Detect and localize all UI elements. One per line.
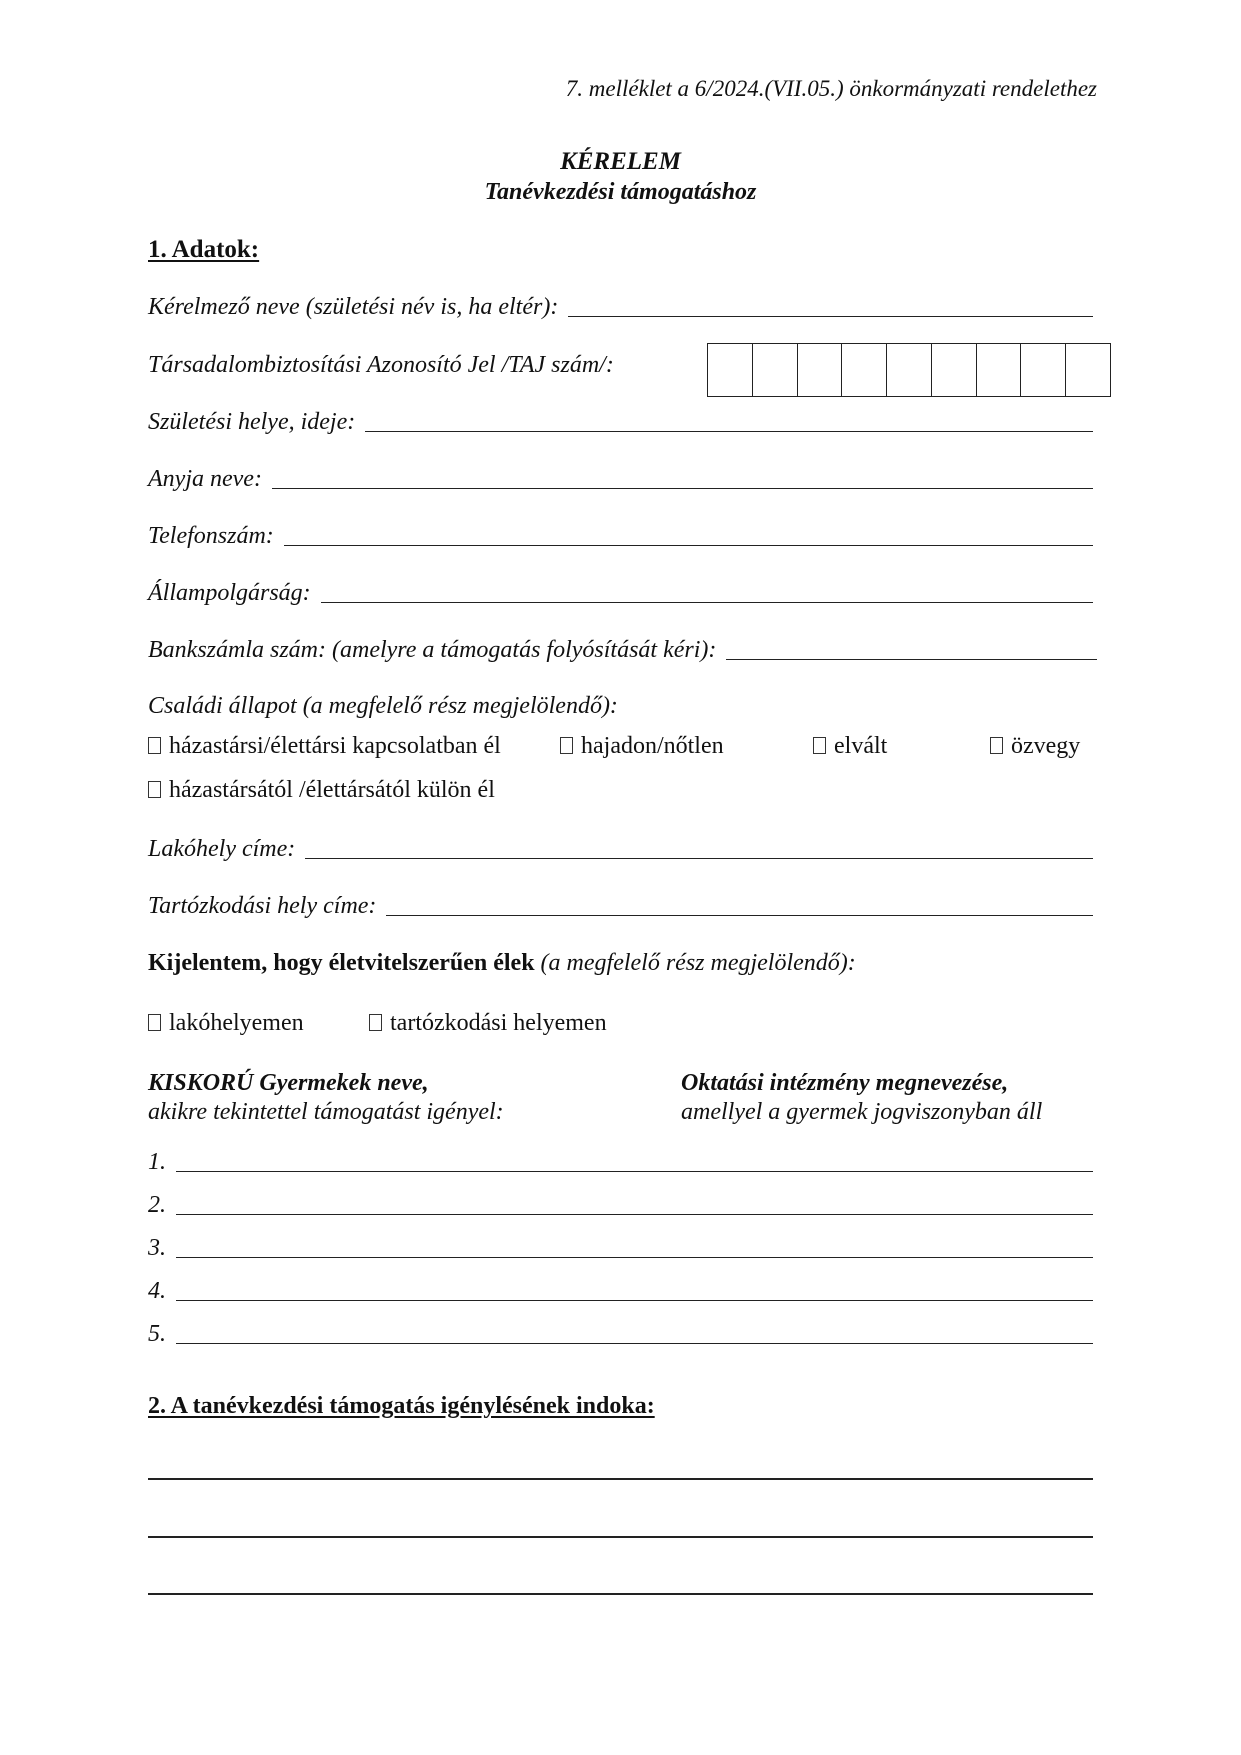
declaration-italic: (a megfelelő rész megjelölendő):: [540, 950, 856, 976]
declaration-option-stay[interactable]: tartózkodási helyemen: [369, 1010, 607, 1037]
child-row: [148, 1321, 1093, 1348]
address-row: [148, 836, 1093, 863]
child-row-field[interactable]: [176, 1214, 1093, 1215]
annex-reference: 7. melléklet a 6/2024.(VII.05.) önkormányzati rendelethez: [565, 76, 1097, 101]
checkbox-icon[interactable]: [369, 1014, 382, 1031]
checkbox-icon[interactable]: [148, 781, 161, 798]
taj-digit-box[interactable]: [752, 344, 797, 396]
birth-row: [148, 409, 1093, 436]
checkbox-icon[interactable]: [560, 737, 573, 754]
citizenship-field[interactable]: [321, 602, 1093, 603]
birth-label: Születési helye, ideje:: [148, 409, 356, 435]
mother-row: [148, 466, 1093, 493]
section-2-heading: 2. A tanévkezdési támogatás igénylésének indoka:: [148, 1393, 655, 1419]
reason-line[interactable]: [148, 1593, 1093, 1595]
applicant-name-label: Kérelmező neve (születési név is, ha eltér):: [148, 294, 559, 320]
residence-row: [148, 893, 1093, 920]
taj-digit-box[interactable]: [976, 344, 1021, 396]
child-row-field[interactable]: [176, 1257, 1093, 1258]
taj-digit-box[interactable]: [1020, 344, 1065, 396]
family-option-single[interactable]: hajadon/nőtlen: [560, 733, 724, 760]
phone-field[interactable]: [284, 545, 1093, 546]
child-row: [148, 1149, 1093, 1176]
family-status-label: Családi állapot (a megfelelő rész megjelölendő):: [148, 693, 618, 719]
children-col1-title: KISKORÚ Gyermekek neve,: [148, 1070, 429, 1096]
declaration-bold: Kijelentem, hogy életvitelszerűen élek: [148, 950, 535, 976]
child-row-field[interactable]: [176, 1171, 1093, 1172]
birth-field[interactable]: [365, 431, 1093, 432]
checkbox-icon[interactable]: [990, 737, 1003, 754]
child-row-number: 4.: [148, 1278, 166, 1304]
child-row-number: 1.: [148, 1149, 166, 1175]
reason-line[interactable]: [148, 1536, 1093, 1538]
address-label: Lakóhely címe:: [148, 836, 296, 862]
checkbox-icon[interactable]: [148, 1014, 161, 1031]
taj-digit-box[interactable]: [886, 344, 931, 396]
citizenship-label: Állampolgárság:: [148, 580, 311, 606]
address-field[interactable]: [305, 858, 1093, 859]
child-row-number: 5.: [148, 1321, 166, 1347]
family-option-widowed[interactable]: özvegy: [990, 733, 1080, 760]
declaration-text: [148, 950, 856, 977]
child-row: [148, 1235, 1093, 1262]
residence-field[interactable]: [386, 915, 1093, 916]
taj-digit-box[interactable]: [1065, 344, 1110, 396]
mother-label: Anyja neve:: [148, 466, 262, 492]
form-subtitle: Tanévkezdési támogatáshoz: [484, 179, 757, 205]
residence-label: Tartózkodási hely címe:: [148, 893, 377, 919]
taj-number-boxes[interactable]: [707, 343, 1111, 397]
checkbox-icon[interactable]: [813, 737, 826, 754]
form-title: KÉRELEM: [560, 148, 681, 175]
taj-label: Társadalombiztosítási Azonosító Jel /TAJ szám/:: [148, 352, 614, 378]
checkbox-icon[interactable]: [148, 737, 161, 754]
taj-digit-box[interactable]: [797, 344, 842, 396]
taj-digit-box[interactable]: [841, 344, 886, 396]
child-row: [148, 1192, 1093, 1219]
taj-digit-box[interactable]: [931, 344, 976, 396]
family-option-divorced[interactable]: elvált: [813, 733, 887, 760]
child-row-field[interactable]: [176, 1343, 1093, 1344]
children-col2-sub: amellyel a gyermek jogviszonyban áll: [681, 1099, 1043, 1125]
phone-label: Telefonszám:: [148, 523, 274, 549]
family-option-separated[interactable]: házastársától /élettársától külön él: [148, 777, 495, 804]
family-option-married[interactable]: házastársi/élettársi kapcsolatban él: [148, 733, 501, 760]
taj-digit-box[interactable]: [708, 344, 752, 396]
bank-field[interactable]: [726, 659, 1097, 660]
citizenship-row: [148, 580, 1093, 607]
bank-label: Bankszámla szám: (amelyre a támogatás folyósítását kéri):: [148, 637, 717, 663]
declaration-option-residence[interactable]: lakóhelyemen: [148, 1010, 304, 1037]
child-row: [148, 1278, 1093, 1305]
reason-line[interactable]: [148, 1478, 1093, 1480]
applicant-name-field[interactable]: [568, 316, 1093, 317]
children-col1-sub: akikre tekintettel támogatást igényel:: [148, 1099, 504, 1125]
applicant-name-row: [148, 294, 1093, 321]
section-1-heading: 1. Adatok:: [148, 236, 260, 263]
mother-field[interactable]: [272, 488, 1093, 489]
bank-row: [148, 637, 1097, 664]
child-row-number: 3.: [148, 1235, 166, 1261]
phone-row: [148, 523, 1093, 550]
children-col2-title: Oktatási intézmény megnevezése,: [681, 1070, 1009, 1096]
child-row-field[interactable]: [176, 1300, 1093, 1301]
child-row-number: 2.: [148, 1192, 166, 1218]
